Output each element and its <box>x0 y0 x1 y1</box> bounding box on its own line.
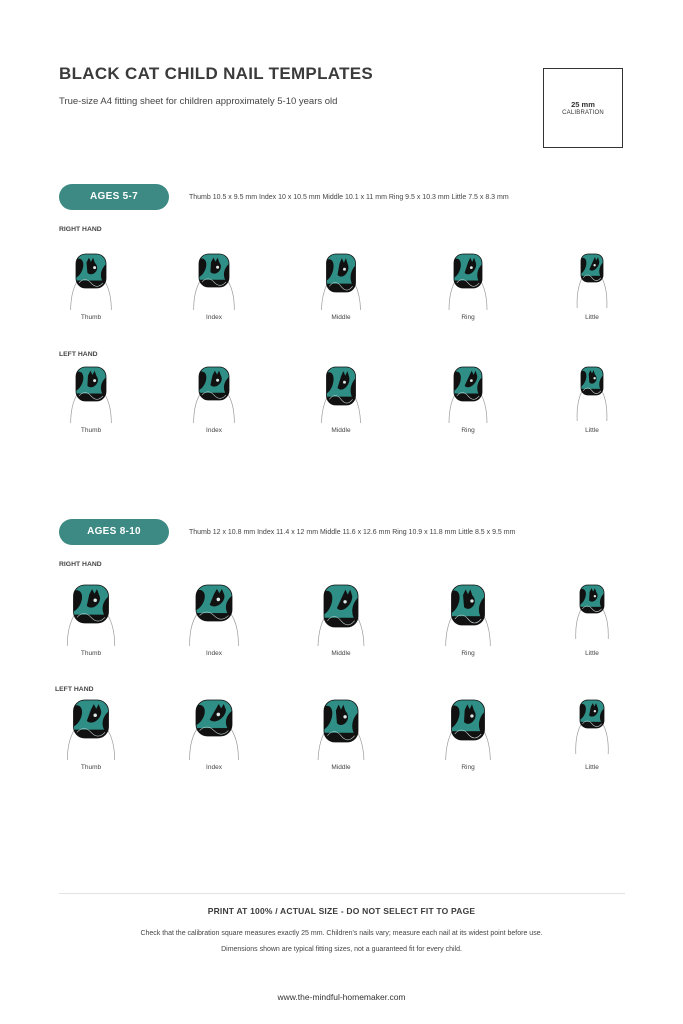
right-hand-label-8-10: RIGHT HAND <box>59 561 102 568</box>
calibration-label: CALIBRATION <box>562 110 604 116</box>
nail-template-left-ring <box>423 361 513 441</box>
nail-index-icon <box>169 579 259 646</box>
finger-label: Little <box>585 427 599 434</box>
calibration-check-text: Check that the calibration square measures exactly 25 mm. Children's nails vary; measure each nail at its widest point before use. <box>140 930 543 937</box>
nail-template-right-middle <box>296 579 386 664</box>
nail-little-icon <box>547 361 637 423</box>
finger-label: Ring <box>461 314 475 321</box>
page-subtitle: True-size A4 fitting sheet for children approximately 5-10 years old <box>59 96 338 107</box>
left-hand-label-5-7: LEFT HAND <box>59 351 98 358</box>
nail-ring-icon <box>423 694 513 760</box>
left-hand-label-8-10: LEFT HAND <box>55 686 94 693</box>
page-title: BLACK CAT CHILD NAIL TEMPLATES <box>59 64 374 83</box>
size-dimensions-5-7: Thumb 10.5 x 9.5 mm Index 10 x 10.5 mm Middle 10.1 x 11 mm Ring 9.5 x 10.3 mm Little 7.5 x 8.3 mm <box>189 194 509 201</box>
nail-template-left-little <box>547 361 637 441</box>
nail-template-left-ring <box>423 694 513 778</box>
nail-middle-icon <box>296 361 386 423</box>
nail-little-icon <box>547 694 637 760</box>
finger-label: Middle <box>331 764 351 771</box>
finger-label: Ring <box>461 650 475 657</box>
finger-label: Thumb <box>80 314 102 321</box>
nail-template-left-thumb <box>46 361 136 441</box>
nail-template-left-index <box>169 361 259 441</box>
age-badge-8-10: AGES 8-10 <box>59 519 169 545</box>
nail-template-right-thumb <box>46 248 136 328</box>
right-hand-label-5-7: RIGHT HAND <box>59 226 102 233</box>
nail-thumb-icon <box>46 579 136 646</box>
nail-middle-icon <box>296 579 386 646</box>
nail-template-right-thumb <box>46 579 136 664</box>
nail-template-left-little <box>547 694 637 778</box>
nail-template-left-thumb <box>46 694 136 778</box>
finger-label: Ring <box>461 427 475 434</box>
nail-template-right-index <box>169 248 259 328</box>
nail-index-icon <box>169 248 259 310</box>
nail-template-right-index <box>169 579 259 664</box>
nail-index-icon <box>169 361 259 423</box>
finger-label: Little <box>585 314 599 321</box>
nail-template-right-little <box>547 248 637 328</box>
nail-middle-icon <box>296 694 386 760</box>
nail-template-right-ring <box>423 248 513 328</box>
nail-template-right-middle <box>296 248 386 328</box>
footer-divider <box>59 893 625 894</box>
nail-thumb-icon <box>46 694 136 760</box>
nail-thumb-icon <box>46 248 136 310</box>
nail-template-right-ring <box>423 579 513 664</box>
size-dimensions-8-10: Thumb 12 x 10.8 mm Index 11.4 x 12 mm Middle 11.6 x 12.6 mm Ring 10.9 x 11.8 mm Little 8.5 x 9.5 mm <box>189 529 516 536</box>
finger-label: Middle <box>331 314 351 321</box>
finger-label: Index <box>206 314 222 321</box>
nail-thumb-icon <box>46 361 136 423</box>
nail-template-left-middle <box>296 694 386 778</box>
nail-ring-icon <box>423 248 513 310</box>
calibration-size: 25 mm <box>571 100 595 109</box>
finger-label: Little <box>585 650 599 657</box>
nail-middle-icon <box>296 248 386 310</box>
finger-label: Index <box>206 650 222 657</box>
nail-template-left-index <box>169 694 259 778</box>
age-badge-5-7: AGES 5-7 <box>59 184 169 210</box>
nail-template-left-middle <box>296 361 386 441</box>
finger-label: Little <box>585 764 599 771</box>
nail-little-icon <box>547 579 637 646</box>
finger-label: Thumb <box>80 427 102 434</box>
finger-label: Index <box>206 764 222 771</box>
finger-label: Thumb <box>80 764 102 771</box>
nail-ring-icon <box>423 361 513 423</box>
fit-disclaimer: Dimensions shown are typical fitting sizes, not a guaranteed fit for every child. <box>221 946 462 953</box>
nail-ring-icon <box>423 579 513 646</box>
nail-template-right-little <box>547 579 637 664</box>
nail-index-icon <box>169 694 259 760</box>
nail-little-icon <box>547 248 637 310</box>
calibration-square <box>543 68 623 148</box>
website-link[interactable]: www.the-mindful-homemaker.com <box>277 992 406 1002</box>
finger-label: Middle <box>331 650 351 657</box>
finger-label: Ring <box>461 764 475 771</box>
finger-label: Thumb <box>80 650 102 657</box>
print-instruction: PRINT AT 100% / ACTUAL SIZE - DO NOT SELECT FIT TO PAGE <box>207 906 476 916</box>
finger-label: Middle <box>331 427 351 434</box>
finger-label: Index <box>206 427 222 434</box>
